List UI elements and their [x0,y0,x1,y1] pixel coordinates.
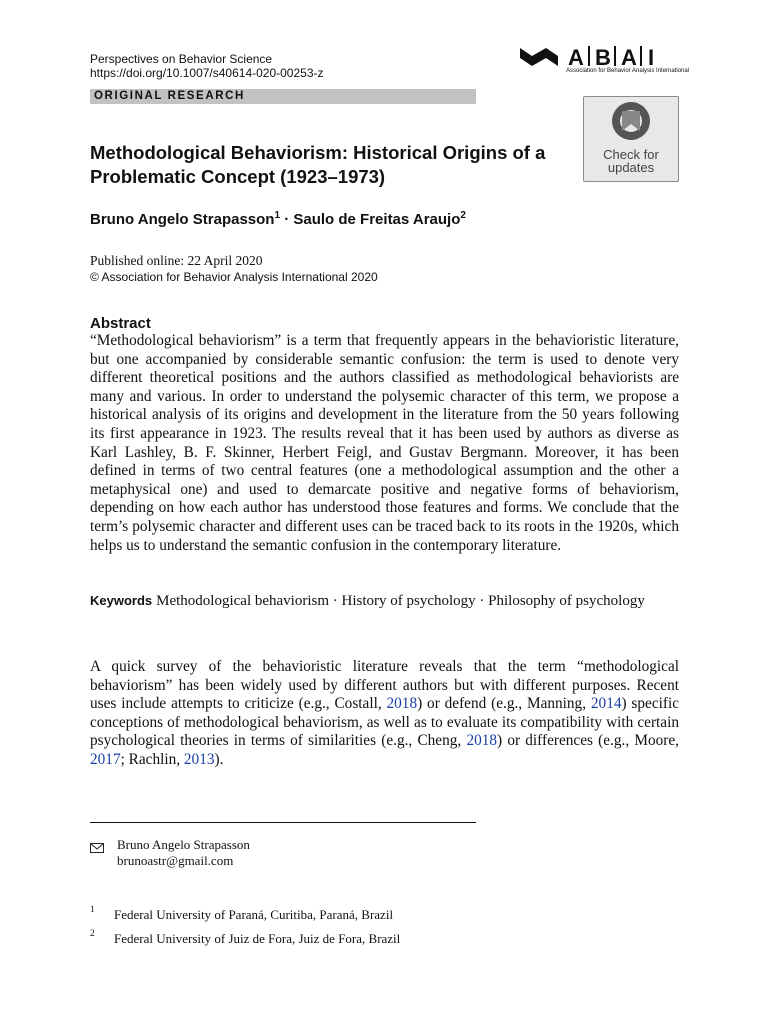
body-text-segment: A quick survey of the behavioristic literature reveals that the term “methodological behaviorism” has been widely used by different authors but with different purposes. Recent uses include attempts to criticize (e.g., Costall, [90,658,679,713]
authors-line [90,210,466,228]
abai-logo-mark [518,44,678,80]
citation-link[interactable]: 2018 [466,732,498,750]
section-label: ORIGINAL RESEARCH [94,90,245,102]
svg-text:I: I [648,45,655,70]
author-affiliation-ref[interactable]: 1 [274,210,281,221]
abstract-heading: Abstract [90,315,151,332]
affiliation-number: 1 [90,905,95,915]
author-name[interactable]: Saulo de Freitas Araujo [293,211,461,228]
body-text-segment: ) specific conceptions of methodological behaviorism, as well as to evaluate its compatibility with certain psychological theories in terms of similarities (e.g., Cheng, [90,695,679,750]
abai-logo [518,44,690,80]
check-updates-label: Check for updates [603,147,659,175]
doi-link[interactable]: https://doi.org/10.1007/s40614-020-00253-z [90,66,324,80]
check-for-updates-badge[interactable] [583,96,679,182]
body-text-segment: ; Rachlin, [120,750,184,768]
citation-link[interactable]: 2013 [183,750,215,768]
author-affiliation-ref[interactable]: 2 [460,210,466,221]
keywords-text: Methodological behaviorism · History of psychology · Philosophy of psychology [156,593,645,609]
affiliation-number: 2 [90,929,95,939]
envelope-icon [90,840,104,850]
svg-text:A: A [621,45,637,70]
author-name[interactable]: Bruno Angelo Strapasson [90,211,275,228]
intro-paragraph [90,658,679,770]
svg-text:B: B [595,45,611,70]
citation-link[interactable]: 2014 [590,695,622,713]
author-separator: · [284,211,290,228]
body-text-segment: ) or defend (e.g., Manning, [417,695,591,713]
abai-logo-subtitle: Association for Behavior Analysis International [566,68,690,74]
published-date: Published online: 22 April 2020 [90,253,263,268]
corresponding-author-email[interactable]: brunoastr@gmail.com [117,853,234,868]
body-text-segment: ) or differences (e.g., Moore, [497,732,679,750]
citation-link[interactable]: 2018 [386,695,418,713]
body-text-segment: ). [214,750,224,768]
crossmark-icon [584,97,678,147]
article-title: Methodological Behaviorism: Historical Origins of a Problematic Concept (1923–1973) [90,142,546,187]
affiliation-1: Federal University of Paraná, Curitiba, Paraná, Brazil [114,907,394,922]
svg-text:A: A [568,45,588,70]
journal-name: Perspectives on Behavior Science [90,52,273,66]
corresponding-author-name: Bruno Angelo Strapasson [117,837,250,852]
affiliation-2: Federal University of Juiz de Fora, Juiz de Fora, Brazil [114,931,401,946]
keywords [90,591,679,611]
section-banner [90,89,476,104]
footnote-divider [90,822,476,823]
citation-link[interactable]: 2017 [90,750,121,768]
keywords-label: Keywords [90,593,153,608]
copyright-notice: © Association for Behavior Analysis International 2020 [90,270,378,284]
abstract-text: “Methodological behaviorism” is a term that frequently appears in the behavioristic literature, but one accompanied by considerable semantic confusion: the term is used to denote very different theoretical positions and the authors classified as methodological behaviorists are many and various. In order to understand the polysemic character of this term, we propose a historical analysis of its origins and development in the literature from the 50 years following its first appearance in 1923. The results reveal that it has been used by authors as diverse as Karl Lashley, B. F. Skinner, Herbert Feigl, and Gustav Bergmann. Moreover, it has been defined in terms of two central features (one a methodological assumption and the other a metaphysical one) and used to demarcate positive and negative forms of behaviorism, depending on how each author has understood those features and forms. We conclude that the term’s polysemic character and different uses can be traced back to its roots in the 1920s, which helps us to understand the semantic confusion in the contemporary literature. [90,332,679,554]
